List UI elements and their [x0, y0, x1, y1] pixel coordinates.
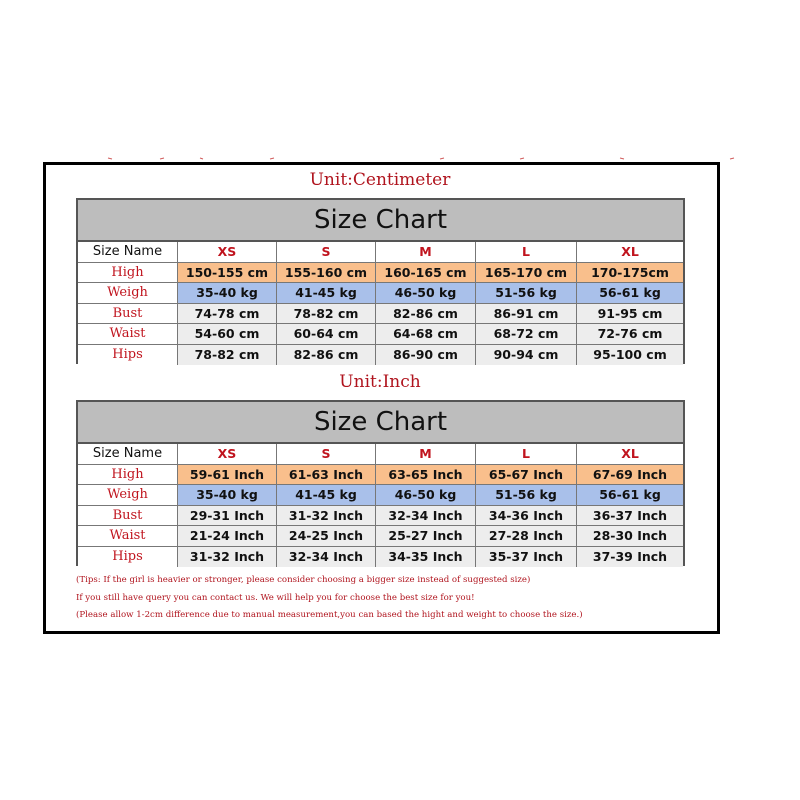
row-label-weigh: Weigh — [78, 485, 178, 505]
row-label-bust: Bust — [78, 506, 178, 526]
size-xl-header: XL — [577, 242, 683, 262]
unit-inch-title: Unit:Inch — [339, 372, 421, 392]
size-xs-header: XS — [178, 242, 277, 262]
table-row — [78, 345, 683, 366]
row-label-high: High — [78, 263, 178, 283]
table-cell: 60-64 cm — [277, 324, 376, 344]
table-cell: 35-37 Inch — [476, 547, 577, 568]
table-cell: 56-61 kg — [577, 485, 683, 505]
size-m-header: M — [376, 242, 476, 262]
table-cell: 170-175cm — [577, 263, 683, 283]
table-row — [78, 283, 683, 304]
table-cell: 27-28 Inch — [476, 526, 577, 546]
size-chart-title: Size Chart — [78, 200, 683, 242]
table-cell: 90-94 cm — [476, 345, 577, 366]
table-cell: 67-69 Inch — [577, 465, 683, 485]
table-cell: 64-68 cm — [376, 324, 476, 344]
table-cell: 86-91 cm — [476, 304, 577, 324]
table-cell: 31-32 Inch — [178, 547, 277, 568]
table-row — [78, 324, 683, 345]
table-cell: 59-61 Inch — [178, 465, 277, 485]
table-cell: 25-27 Inch — [376, 526, 476, 546]
table-cell: 72-76 cm — [577, 324, 683, 344]
table-cell: 165-170 cm — [476, 263, 577, 283]
table-row — [78, 547, 683, 568]
table-cell: 160-165 cm — [376, 263, 476, 283]
table-cell: 46-50 kg — [376, 283, 476, 303]
size-s-header: S — [277, 444, 376, 464]
table-cell: 91-95 cm — [577, 304, 683, 324]
size-l-header: L — [476, 242, 577, 262]
row-label-high: High — [78, 465, 178, 485]
table-header-row — [78, 242, 683, 263]
tip-text: If you still have query you can contact us. We will help you for choose the best size for you! — [76, 593, 475, 603]
size-m-header: M — [376, 444, 476, 464]
row-label-bust: Bust — [78, 304, 178, 324]
table-cell: 34-36 Inch — [476, 506, 577, 526]
table-cell: 51-56 kg — [476, 485, 577, 505]
size-name-header: Size Name — [78, 444, 178, 464]
table-cell: 41-45 kg — [277, 283, 376, 303]
table-cell: 46-50 kg — [376, 485, 476, 505]
table-cell: 68-72 cm — [476, 324, 577, 344]
table-cell: 74-78 cm — [178, 304, 277, 324]
table-cell: 24-25 Inch — [277, 526, 376, 546]
table-cell: 78-82 cm — [277, 304, 376, 324]
table-row — [78, 465, 683, 486]
size-s-header: S — [277, 242, 376, 262]
table-cell: 155-160 cm — [277, 263, 376, 283]
table-cell: 35-40 kg — [178, 283, 277, 303]
table-cell: 31-32 Inch — [277, 506, 376, 526]
table-cell: 32-34 Inch — [376, 506, 476, 526]
unit-centimeter-title: Unit:Centimeter — [309, 170, 451, 190]
row-label-waist: Waist — [78, 526, 178, 546]
row-label-hips: Hips — [78, 547, 178, 568]
table-row — [78, 506, 683, 527]
size-name-header: Size Name — [78, 242, 178, 262]
row-label-hips: Hips — [78, 345, 178, 366]
size-xl-header: XL — [577, 444, 683, 464]
table-cell: 65-67 Inch — [476, 465, 577, 485]
table-cell: 41-45 kg — [277, 485, 376, 505]
table-cell: 78-82 cm — [178, 345, 277, 366]
table-cell: 86-90 cm — [376, 345, 476, 366]
tip-text: (Please allow 1-2cm difference due to manual measurement,you can based the hight and weight to choose the size.) — [76, 610, 583, 620]
table-cell: 150-155 cm — [178, 263, 277, 283]
tip-text: (Tips: If the girl is heavier or stronger, please consider choosing a bigger size instead of suggested size) — [76, 575, 531, 585]
table-cell: 56-61 kg — [577, 283, 683, 303]
table-row — [78, 485, 683, 506]
size-chart-title: Size Chart — [78, 402, 683, 444]
table-cell: 34-35 Inch — [376, 547, 476, 568]
table-cell: 36-37 Inch — [577, 506, 683, 526]
row-label-waist: Waist — [78, 324, 178, 344]
table-cell: 63-65 Inch — [376, 465, 476, 485]
table-cell: 54-60 cm — [178, 324, 277, 344]
table-cell: 29-31 Inch — [178, 506, 277, 526]
table-cell: 35-40 kg — [178, 485, 277, 505]
size-chart-inch-table — [76, 400, 685, 566]
size-l-header: L — [476, 444, 577, 464]
table-row — [78, 526, 683, 547]
table-cell: 37-39 Inch — [577, 547, 683, 568]
table-row — [78, 263, 683, 284]
table-cell: 32-34 Inch — [277, 547, 376, 568]
table-row — [78, 304, 683, 325]
table-cell: 28-30 Inch — [577, 526, 683, 546]
table-cell: 21-24 Inch — [178, 526, 277, 546]
table-header-row — [78, 444, 683, 465]
table-cell: 51-56 kg — [476, 283, 577, 303]
table-cell: 82-86 cm — [376, 304, 476, 324]
row-label-weigh: Weigh — [78, 283, 178, 303]
table-cell: 82-86 cm — [277, 345, 376, 366]
size-chart-cm-table — [76, 198, 685, 364]
size-xs-header: XS — [178, 444, 277, 464]
table-cell: 61-63 Inch — [277, 465, 376, 485]
table-cell: 95-100 cm — [577, 345, 683, 366]
